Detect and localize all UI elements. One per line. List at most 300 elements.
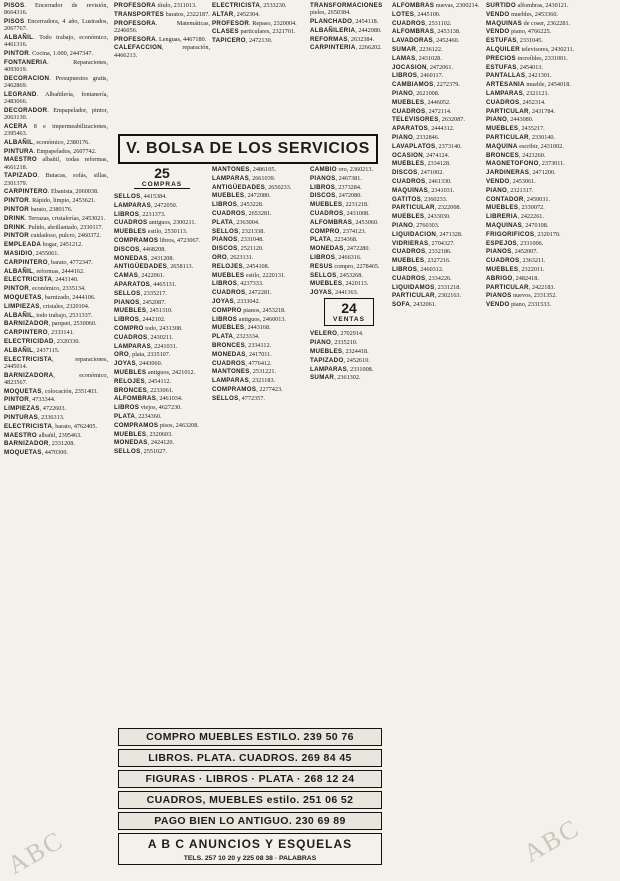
classified-ad: MAGNETOFONO, 2373011.	[486, 160, 565, 168]
classified-ad: PLANCHADO, 2454118.	[310, 18, 379, 25]
classified-ad: MAESTRO albañil, todas reformas, 4661218.	[4, 156, 108, 171]
classified-ad: ALFOMBRAS nuevas, 2300214.	[392, 2, 480, 9]
ad-keyword: CARPINTERO	[4, 258, 48, 266]
ad-keyword: SELLOS	[310, 271, 337, 279]
ad-keyword: PROFESORA	[114, 2, 156, 9]
classified-ad: RELOJES, 2454108.	[212, 262, 270, 270]
ad-keyword: SELLOS	[212, 394, 239, 402]
ad-keyword: PARTICULAR	[486, 283, 529, 291]
ad-keyword: TAPIZADO	[310, 356, 344, 364]
ad-keyword: ALBAÑILERIA	[310, 26, 356, 34]
ad-keyword: MANTONES	[212, 368, 250, 376]
ad-keyword: DISCOS	[310, 192, 336, 200]
ad-keyword: LAMPARAS	[212, 174, 250, 182]
classified-ad: BRONCES, 2334112.	[212, 341, 272, 349]
classified-ad: FONTANERIA. Reparaciones, 4093019.	[4, 58, 108, 73]
ad-keyword: ALQUILER	[486, 45, 521, 53]
ad-keyword: PINTOR	[4, 205, 30, 213]
classified-ad: CONTADOR, 2450031.	[486, 195, 550, 203]
ad-keyword: SURTIDO	[486, 2, 516, 9]
classified-ad: CUADROS, 2334226.	[392, 274, 452, 282]
ad-keyword: COMPRO	[114, 324, 144, 332]
classified-ad: LAMAS, 2431028.	[392, 54, 442, 62]
classified-ad: ANTIGÜEDADES, 2650233.	[212, 183, 292, 191]
classified-ad: DISCOS, 2472080.	[310, 192, 362, 200]
ad-keyword: LAVADORAS	[392, 37, 433, 45]
ad-keyword: LIBROS	[114, 316, 140, 324]
classified-ad: ALBAÑILERIA, 2442080.	[310, 26, 382, 34]
ad-keyword: PLANCHADO	[310, 18, 353, 25]
classified-ad: PARTICULAR, 2431784.	[486, 107, 556, 115]
ad-keyword: SELLOS	[114, 193, 141, 200]
classified-ad: LIBROS, 4237333.	[212, 280, 264, 288]
classified-ad: PINTURA. Empapelados, 2607742.	[4, 147, 97, 155]
classified-ad: PIANO, 2443080.	[486, 116, 534, 124]
classified-ad: PIANOS, 2452087.	[114, 298, 166, 306]
ad-keyword: LOTES	[392, 10, 415, 18]
classified-ad: BARNIZADOR, 2331208.	[4, 440, 75, 448]
classifieds-column-1	[4, 2, 108, 868]
ad-keyword: ALFOMBRAS	[392, 2, 435, 9]
classified-ad: ALTAR, 2452304.	[212, 10, 260, 18]
classified-ad: PINTOR, 4733344.	[4, 396, 56, 404]
ad-keyword: LIBROS	[310, 253, 336, 261]
classified-ad: ALBAÑIL, económico, 2380176.	[4, 138, 90, 146]
classified-ad: ESTUFAS, 2454013.	[486, 63, 543, 71]
classified-ad: SUMAR, 2236122.	[392, 45, 443, 53]
classified-ad: ELECTRICIDAD, 2320330.	[4, 337, 80, 345]
ad-keyword: PINTURAS	[4, 413, 39, 421]
classified-ad: MAQUINA escribir, 2431002.	[486, 142, 564, 150]
classified-ad: ALBAÑIL, 2437115.	[4, 346, 60, 354]
classifieds-column-3	[212, 2, 308, 132]
classified-ad: MASIDIO, 2455061.	[4, 249, 59, 257]
ad-keyword: VELERO	[310, 330, 338, 338]
ad-keyword: MOQUETAS	[4, 449, 42, 457]
ad-keyword: CAMAS	[114, 272, 139, 280]
ad-keyword: DISCOS	[392, 169, 418, 177]
ad-keyword: JOCASION	[392, 63, 427, 71]
classified-ad: ESTUFAS, 2331045.	[486, 37, 543, 45]
ad-keyword: PIANO	[392, 221, 414, 229]
ad-keyword: CUADROS	[114, 333, 148, 341]
ad-keyword: LAMPARAS	[212, 377, 250, 385]
ad-keyword: PARTICULAR	[392, 204, 435, 212]
ad-keyword: PIANO	[392, 133, 414, 141]
classified-ad: CUADROS, 2431008.	[310, 209, 370, 217]
classified-ad: PARTICULAR, 2422183.	[486, 283, 556, 291]
ad-keyword: BRONCES	[486, 151, 520, 159]
ad-keyword: PIANOS	[486, 248, 512, 256]
ad-keyword: CAMBIO	[310, 166, 337, 173]
classified-ad: ARTESANIA mueble, 2454018.	[486, 81, 571, 89]
classified-ad: PINTOR cuidadoso, pulcro, 2460372.	[4, 232, 101, 240]
classified-ad: MONEDAS, 2472280.	[310, 245, 371, 253]
classified-ad: ALQUILER televisores, 2430211.	[486, 45, 575, 53]
classified-ad: VIDRIERAS, 2704327.	[392, 239, 455, 247]
ad-keyword: MAQUINAS	[392, 186, 429, 194]
ad-keyword: MUEBLES	[392, 160, 425, 168]
ad-keyword: PARTICULAR	[486, 107, 529, 115]
classified-ad: MUEBLES, 2334128.	[392, 160, 451, 168]
ad-keyword: MUEBLES	[212, 271, 245, 279]
ad-keyword: PRECIOS	[486, 54, 516, 62]
classified-ad: LIMPIEZAS, 4722603.	[4, 405, 66, 413]
ad-keyword: PARTICULAR	[392, 292, 435, 300]
classified-ad: CAMAS, 2422061.	[114, 272, 165, 280]
classified-ad: MUEBLES, 2446052.	[392, 98, 451, 106]
ad-keyword: MOQUETAS	[4, 293, 42, 301]
ad-keyword: LIBROS	[114, 210, 140, 218]
ad-keyword: CUADROS	[486, 257, 520, 265]
ad-keyword: CUADROS	[392, 274, 426, 282]
classified-ad: APARATOS, 4465131.	[114, 280, 177, 288]
ad-keyword: ELECTRICISTA	[212, 2, 261, 9]
classified-ad: SELLOS, 4772357.	[212, 394, 265, 402]
ad-keyword: CALEFACCION	[114, 44, 162, 52]
ad-keyword: PINTOR	[4, 50, 30, 57]
abc-ads-phones: TELS. 257 10 20 y 225 08 38 · PALABRAS	[118, 853, 382, 865]
classified-ad: BRONCES, 2233061.	[114, 386, 174, 394]
classified-ad: CUADROS, 2472281.	[212, 289, 272, 297]
classified-ad: BRONCES, 2423260.	[486, 151, 546, 159]
ad-keyword: SUMAR	[392, 45, 417, 53]
ad-keyword: MONEDAS	[212, 350, 246, 358]
ad-keyword: COMPRO	[212, 306, 242, 314]
ad-keyword: JOYAS	[114, 360, 136, 368]
ad-keyword: ALBAÑIL	[4, 346, 34, 354]
classified-ad: VENDO muebles, 2453360.	[486, 10, 558, 18]
classified-ad: CLASES particulares, 2321701.	[212, 28, 296, 36]
classified-ad: CUADROS, 2472114.	[392, 107, 452, 115]
classified-ad: EMPLEADA hogar, 2451212.	[4, 241, 83, 249]
ad-keyword: MAQUINAS	[486, 19, 523, 27]
ad-keyword: PIANO	[486, 116, 508, 124]
classifieds-column-6	[486, 2, 616, 868]
classified-ad: MUEBLES, 2435217.	[486, 125, 545, 133]
ad-keyword: TELEVISORES	[392, 116, 439, 124]
classified-ad: COMPRAMOS pisos, 2463208.	[114, 421, 199, 429]
classified-ad: ELECTRICISTA, barato, 4762405.	[4, 422, 98, 430]
classified-ad: PINTOR. Rápido, limpio, 2453621.	[4, 197, 96, 205]
classified-ad: SURTIDO alfombras, 2430121.	[486, 2, 569, 9]
ad-keyword: COMPRAMOS	[114, 421, 159, 429]
ad-keyword: MUEBLES	[310, 280, 343, 288]
classified-ad: LEGRAND. Albañilería, fontanería, 2483066.	[4, 90, 108, 105]
classified-ad: MUEBLES, 2330072.	[486, 204, 545, 212]
ad-keyword: ALBAÑIL	[4, 138, 34, 146]
classified-ad: MUEBLES, 2451310.	[114, 307, 173, 315]
ad-keyword: PIANO	[310, 339, 332, 347]
classified-ad: JOYAS, 2443060.	[114, 360, 163, 368]
classified-ad: PROFESOR. Repaso, 2320004.	[212, 19, 297, 27]
ad-keyword: DRINK	[4, 214, 26, 222]
ad-keyword: DECORACION	[4, 74, 50, 82]
classified-ad: GATITOS, 2360233.	[392, 195, 448, 203]
classified-ad: REFORMAS, 2632384.	[310, 35, 375, 43]
classified-ad: CUADROS, 2430211.	[114, 333, 174, 341]
ad-keyword: ELECTRICISTA	[4, 276, 53, 284]
classified-ad: PIANOS, 2467381.	[310, 174, 362, 182]
ad-keyword: MUEBLES	[486, 204, 519, 212]
classified-ad: MUEBLES, 2322011.	[486, 265, 545, 273]
compras-listings-a	[114, 193, 210, 455]
ad-keyword: CUADROS	[212, 359, 246, 367]
classified-ad: PIANOS nuevos, 2331352.	[486, 292, 557, 300]
ad-keyword: MUEBLES	[392, 98, 425, 106]
ad-keyword: ALBAÑIL	[4, 311, 34, 319]
ad-keyword: MUEBLES	[212, 324, 245, 332]
section-label: COMPRAS	[141, 181, 183, 188]
classified-ad: SUMAR, 2361302.	[310, 374, 361, 382]
classifieds-column-4	[310, 2, 388, 132]
ad-keyword: PIANO	[392, 89, 414, 97]
ad-keyword: DISCOS	[212, 245, 238, 253]
classified-ad: JOYAS, 2441363.	[310, 289, 359, 297]
classified-ad: COMPRO pianos, 2453218.	[212, 306, 286, 314]
ad-keyword: TRANSFORMACIONES	[310, 2, 383, 9]
classified-ad: MUEBLES antiguos, 2421012.	[114, 368, 196, 376]
ad-keyword: MUEBLES	[486, 125, 519, 133]
ad-keyword: BARNIZADOR	[4, 320, 49, 328]
classified-ad: PARTICULAR, 2302163.	[392, 292, 462, 300]
classified-ad: RESUS compro, 2278465.	[310, 262, 380, 270]
ad-keyword: COMPRAMOS	[114, 236, 159, 244]
classified-ad: JOYAS, 2333042.	[212, 297, 261, 305]
ad-keyword: LIBROS	[392, 265, 418, 273]
classified-ad: BARNIZADOR, parquet, 2530060.	[4, 320, 97, 328]
ad-keyword: LEGRAND	[4, 90, 37, 98]
ad-keyword: CUADROS	[212, 289, 246, 297]
classified-ad: COMPRO todo, 2431308.	[114, 324, 183, 332]
ad-keyword: MONEDAS	[310, 245, 344, 253]
ad-keyword: PIANOS	[310, 174, 336, 182]
ad-keyword: LAMPARAS	[486, 89, 524, 97]
classified-ad: LAMPARAS, 2331008.	[310, 365, 374, 373]
ad-keyword: LIBROS	[212, 201, 238, 209]
abc-watermark: ABC	[518, 813, 585, 868]
classified-ad: ACERA 8 e impermeabilizaciones, 2395463.	[4, 122, 108, 137]
classified-ad: LIBROS, 2373284.	[310, 183, 362, 191]
classified-ad: JOCASION, 2472061.	[392, 63, 454, 71]
classified-ad: PIANO, 2621008.	[392, 89, 440, 97]
classified-ad: ALFOMBRAS, 2461034.	[114, 395, 183, 403]
section-banner: V. BOLSA DE LOS SERVICIOS	[118, 134, 378, 164]
ad-keyword: PLATA	[212, 333, 234, 341]
ad-keyword: MONEDAS	[114, 254, 148, 262]
classified-ad: SELLOS, 2551027.	[114, 448, 167, 456]
ad-keyword: LAMPARAS	[114, 201, 152, 209]
ad-keyword: LAMAS	[392, 54, 416, 62]
ad-keyword: PANTALLAS	[486, 72, 526, 80]
classified-ad: OCASION, 2474124.	[392, 151, 450, 159]
ad-keyword: MUEBLES	[114, 307, 147, 315]
ad-keyword: CARPINTERO	[4, 329, 48, 337]
ad-keyword: OCASION	[392, 151, 423, 159]
ad-keyword: ALBAÑIL	[4, 267, 34, 275]
ad-keyword: REFORMAS	[310, 35, 348, 43]
classified-ad: MAESTRO albañil, 2395463.	[4, 431, 82, 439]
ad-keyword: MUEBLES	[310, 347, 343, 355]
ad-keyword: ARTESANIA	[486, 81, 525, 89]
classified-ad: PINTURAS, 2336313.	[4, 413, 65, 421]
classified-ad: SELLOS, 2321338.	[212, 227, 265, 235]
classified-ad: PROFESORA. Lenguas, 4467180.	[114, 35, 207, 43]
classified-ad: DISCOS, 2521120.	[212, 245, 264, 253]
ad-keyword: CUADROS	[392, 248, 426, 256]
abc-watermark: ABC	[2, 825, 69, 880]
ad-keyword: SELLOS	[212, 227, 239, 235]
ad-keyword: ALTAR	[212, 10, 234, 18]
classified-ad: PROFESORA título, 2311013.	[114, 2, 197, 9]
classified-ad: CUADROS, 4776412.	[212, 359, 272, 367]
classifieds-column-5	[392, 2, 482, 868]
ad-keyword: ESPEJOS	[486, 239, 517, 247]
classified-ad: ANTIGÜEDADES, 2658113.	[114, 263, 194, 271]
ad-keyword: MUEBLES	[310, 201, 343, 209]
classified-ad: TAPICERO, 2472130.	[212, 37, 273, 45]
ad-keyword: PINTOR	[4, 285, 30, 293]
ad-keyword: PIANOS	[114, 298, 140, 306]
ad-keyword: CUADROS	[392, 107, 426, 115]
compras-listings-c	[310, 166, 388, 296]
classified-ad: VENDO, 2453061.	[486, 177, 536, 185]
ad-keyword: MAGNETOFONO	[486, 160, 539, 168]
classified-ad: PINTOR barato, 2380176.	[4, 205, 73, 213]
classified-ad: PRECIOS increíbles, 2331001.	[486, 54, 568, 62]
classified-ad: MUEBLES, 2324418.	[310, 347, 369, 355]
classified-ad: TRANSPORTES baratos, 2322187.	[114, 10, 210, 18]
ad-keyword: JARDINERAS	[486, 169, 530, 177]
ad-keyword: MUEBLES	[392, 213, 425, 221]
classified-ad: BARNIZADORA, económico, 4823567.	[4, 371, 108, 386]
classified-ad: LIBROS antiguos, 2460013.	[212, 315, 286, 323]
ad-keyword: GATITOS	[392, 195, 422, 203]
ad-keyword: VENDO	[486, 177, 510, 185]
ad-keyword: ALFOMBRAS	[114, 395, 157, 403]
classified-ad: SELLOS, 2453268.	[310, 271, 363, 279]
classified-ad: LAMPARAS, 2661039.	[212, 174, 276, 182]
ad-keyword: FONTANERIA	[4, 58, 48, 66]
classified-ad: MOQUETAS, colocación, 2351403.	[4, 387, 98, 395]
classified-ad: MONEDAS, 2417011.	[212, 350, 272, 358]
classified-ad: MUEBLES estilo, 2530113.	[114, 228, 188, 236]
ad-keyword: PIANO	[486, 186, 508, 194]
ad-keyword: BARNIZADORA	[4, 371, 54, 379]
ad-keyword: TAPICERO	[212, 37, 246, 45]
ad-keyword: ALFOMBRAS	[310, 218, 353, 226]
ad-keyword: ESTUFAS	[486, 63, 517, 71]
classified-ad: ORO, plata, 2335107.	[114, 351, 171, 359]
classified-ad: ELECTRICISTA, reparaciones, 2445014.	[4, 355, 108, 370]
ad-keyword: DECORADOR	[4, 106, 48, 114]
ad-keyword: EMPLEADA	[4, 241, 42, 249]
ad-keyword: LAMPARAS	[114, 342, 152, 350]
section-label: VENTAS	[333, 316, 365, 324]
ad-keyword: PISOS	[4, 18, 25, 25]
classified-ad: FRIGORIFICOS, 2320170.	[486, 230, 561, 238]
ad-keyword: CUADROS	[310, 209, 344, 217]
compras-column-a	[114, 166, 210, 726]
classified-ad: ORO, 2623131.	[212, 253, 254, 261]
classified-ad: SELLOS, 4415384.	[114, 193, 167, 200]
ad-keyword: CUADROS	[392, 177, 426, 185]
ad-keyword: SOFA	[392, 301, 411, 309]
classified-ad: LIBROS, 2466316.	[310, 253, 362, 261]
classified-ad: PINTOR. Cocina, 1.000, 2447347.	[4, 50, 94, 57]
ad-keyword: LIBROS	[212, 280, 238, 288]
ad-keyword: VIDRIERAS	[392, 239, 429, 247]
classified-ad: SELLOS, 2335217.	[114, 289, 167, 297]
classified-ad: MUEBLES, 2420113.	[310, 280, 369, 288]
ad-keyword: DISCOS	[114, 245, 140, 253]
classified-ad: DISCOS, 2471002.	[392, 169, 444, 177]
classified-ad: CARPINTERO, 2333141.	[4, 329, 75, 337]
ad-keyword: ANTIGÜEDADES	[114, 263, 168, 271]
ad-keyword: MUEBLES	[392, 257, 425, 265]
ad-keyword: ELECTRICISTA	[4, 422, 53, 430]
classified-ad: ALBAÑIL. Todo trabajo, económico, 4461316.	[4, 34, 108, 49]
classified-ad: MANTONES, 2531221.	[212, 368, 276, 376]
ad-keyword: LIBROS	[310, 183, 336, 191]
classified-ad: PINTOR, económico, 2335134.	[4, 285, 86, 293]
boxed-ad: LIBROS. PLATA. CUADROS. 269 84 45	[118, 749, 382, 767]
classified-ad: PARTICULAR, 2330140.	[486, 133, 556, 141]
ad-keyword: SUMAR	[310, 374, 335, 382]
classified-ad: TAPIZADO, 2452610.	[310, 356, 370, 364]
classified-ad: PLATA, 2234368.	[310, 236, 358, 244]
classified-ad: COMPRAMOS, 2277423.	[212, 385, 283, 393]
classified-ad: MAQUINAS de coser, 2362281.	[486, 19, 571, 27]
ad-keyword: PIANOS	[486, 292, 512, 300]
classified-ad: ALBAÑIL, todo trabajo, 2531337.	[4, 311, 93, 319]
classified-ad: PISOS Encerradora, 4 año, Lustrados, 2067767.	[4, 18, 108, 33]
ad-keyword: JOYAS	[212, 297, 234, 305]
classified-ad: LIBRERIA, 2422261.	[486, 213, 544, 221]
classified-ad: ELECTRICISTA, 2533230.	[212, 2, 287, 9]
ad-keyword: CUADROS	[212, 209, 246, 217]
ad-keyword: MAQUINAS	[486, 221, 523, 229]
boxed-ads	[118, 728, 382, 865]
classified-ad: LOTES, 2445100.	[392, 10, 441, 18]
ad-keyword: ORO	[212, 253, 227, 261]
classified-ad: PARTICULAR, 2322008.	[392, 204, 462, 212]
ad-keyword: PINTOR	[4, 396, 30, 404]
ad-keyword: CUADROS	[486, 98, 520, 106]
classified-ad: LIBROS, 2453228.	[212, 201, 264, 209]
ad-keyword: TRANSPORTES	[114, 10, 165, 18]
classified-ad: MUEBLES, 2327216.	[392, 257, 451, 265]
classified-ad: LIBROS, 2231373.	[114, 210, 166, 218]
ad-keyword: ALFOMBRAS	[392, 28, 435, 36]
ad-keyword: LIBROS	[114, 404, 140, 412]
classified-ad: MUEBLES, 2433030.	[392, 213, 451, 221]
classified-ad: LIBROS, 2460117.	[392, 72, 444, 80]
classified-ad: MANTONES, 2486105.	[212, 166, 276, 173]
classifieds-column-2	[114, 2, 210, 132]
ad-keyword: LIBROS	[212, 315, 238, 323]
classified-ad: TAPIZADO. Butacas, sofás, sillas, 2301379.	[4, 172, 108, 187]
classified-ad: COMPRO, 2374123.	[310, 227, 366, 235]
classified-ad: ALBAÑIL, reformas, 2444162.	[4, 267, 85, 275]
ad-keyword: CAMBIAMOS	[392, 81, 434, 89]
ad-keyword: SELLOS	[114, 289, 141, 297]
ad-keyword: COMPRAMOS	[212, 385, 257, 393]
classified-ad: LAMPARAS, 2321121.	[486, 89, 550, 97]
section-heading-ventas	[324, 298, 374, 326]
ad-keyword: MANTONES	[212, 166, 250, 173]
classified-ad: MONEDAS, 2431208.	[114, 254, 175, 262]
